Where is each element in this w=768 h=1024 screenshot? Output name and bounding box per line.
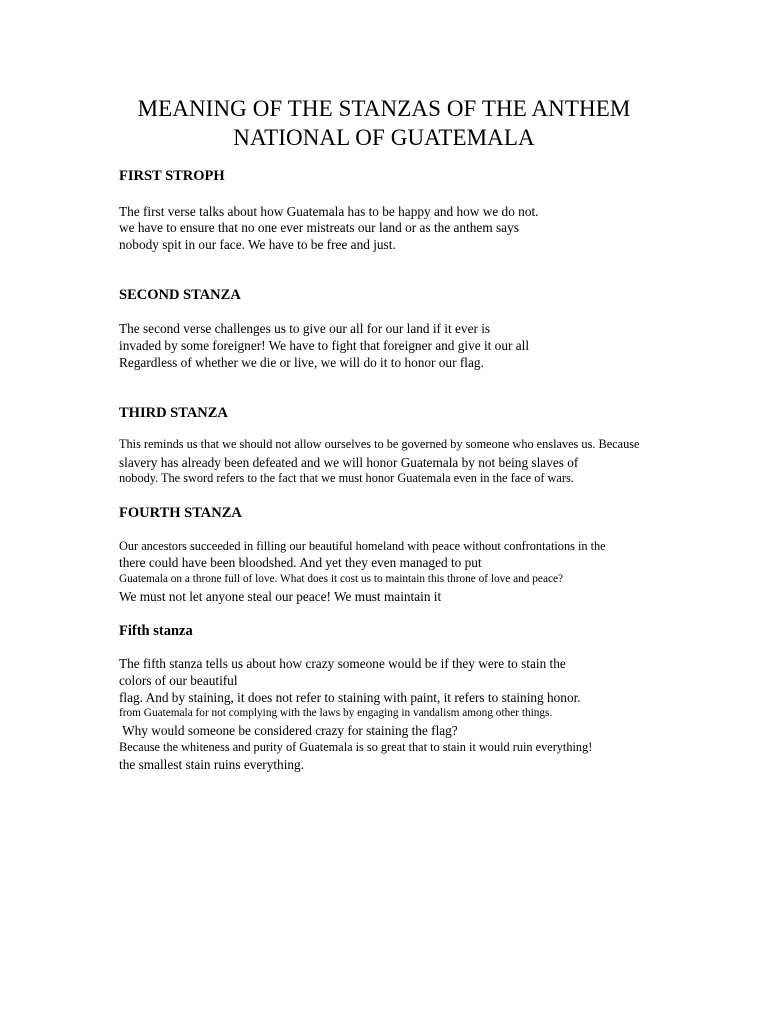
paragraph-line: invaded by some foreigner! We have to fight that foreigner and give it our all — [119, 338, 530, 353]
paragraph-line: We must not let anyone steal our peace! We must maintain it — [119, 589, 442, 604]
paragraph-line: flag. And by staining, it does not refer to staining with paint, it refers to staining honor. — [119, 690, 581, 705]
paragraph-line: colors of our beautiful — [119, 673, 238, 688]
paragraph-line: Why would someone be considered crazy for staining the flag? — [119, 723, 458, 738]
paragraph-line: the smallest stain ruins everything. — [119, 757, 305, 772]
paragraph-line: Our ancestors succeeded in filling our beautiful homeland with peace without confrontations in the — [119, 539, 606, 553]
section-heading-fifth: Fifth stanza — [119, 623, 193, 639]
paragraph-line: Guatemala on a throne full of love. What does it cost us to maintain this throne of love and peace? — [119, 573, 564, 585]
section-heading-fourth: FOURTH STANZA — [119, 505, 242, 521]
document-title — [0, 94, 768, 152]
title-line-1: MEANING OF THE STANZAS OF THE ANTHEM — [137, 96, 631, 121]
paragraph-line: This reminds us that we should not allow ourselves to be governed by someone who enslaves us. Because — [119, 437, 640, 451]
section-heading-third: THIRD STANZA — [119, 405, 228, 421]
paragraph-line: Regardless of whether we die or live, we will do it to honor our flag. — [119, 355, 484, 370]
paragraph-line: nobody spit in our face. We have to be free and just. — [119, 237, 396, 252]
paragraph-line: The first verse talks about how Guatemala has to be happy and how we do not. — [119, 204, 539, 219]
title-line-2: NATIONAL OF GUATEMALA — [233, 125, 535, 150]
paragraph-line: The second verse challenges us to give our all for our land if it ever is — [119, 321, 491, 336]
paragraph-line: Because the whiteness and purity of Guatemala is so great that to stain it would ruin everything! — [119, 740, 593, 754]
paragraph-line: nobody. The sword refers to the fact that we must honor Guatemala even in the face of wars. — [119, 471, 574, 485]
paragraph-line: we have to ensure that no one ever mistreats our land or as the anthem says — [119, 220, 519, 235]
paragraph-line: The fifth stanza tells us about how crazy someone would be if they were to stain the — [119, 656, 566, 671]
paragraph-line: from Guatemala for not complying with the laws by engaging in vandalism among other things. — [119, 707, 553, 719]
section-heading-second: SECOND STANZA — [119, 287, 241, 303]
paragraph-line: slavery has already been defeated and we will honor Guatemala by not being slaves of — [119, 455, 579, 470]
paragraph-line: there could have been bloodshed. And yet they even managed to put — [119, 555, 482, 570]
section-heading-first: FIRST STROPH — [119, 168, 225, 184]
